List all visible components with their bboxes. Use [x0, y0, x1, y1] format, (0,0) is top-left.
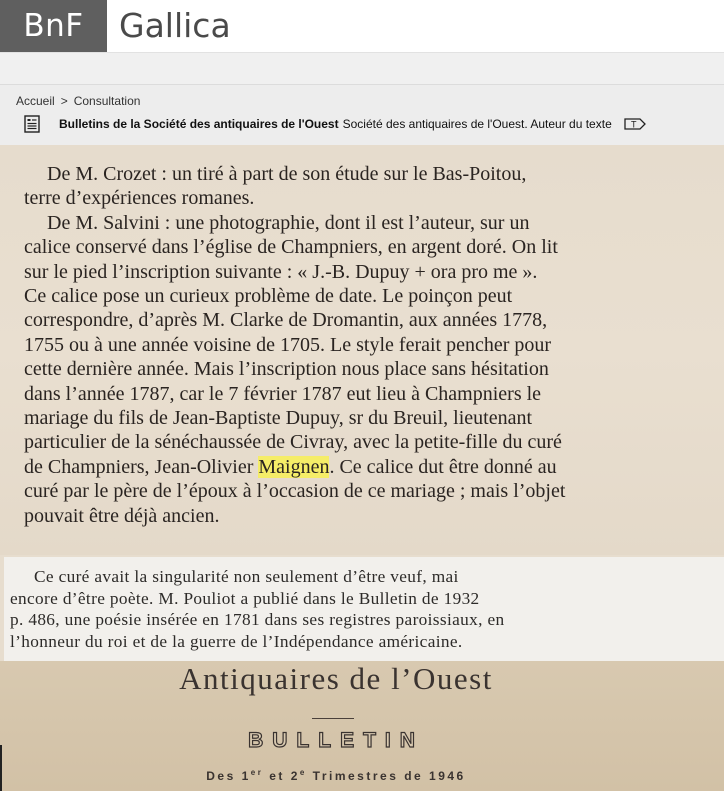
- svg-text:T: T: [630, 119, 637, 130]
- text-line: cette dernière année. Mais l’inscription nous place sans hésitation: [24, 358, 549, 381]
- breadcrumb: [16, 94, 140, 108]
- toolbar-strip: [0, 53, 724, 85]
- scanned-cover-block: [0, 661, 724, 791]
- text-line: terre d’expériences romanes.: [24, 187, 255, 210]
- bnf-logo[interactable]: [0, 0, 107, 52]
- cover-divider: [312, 718, 354, 719]
- cover-bulletin: BULLETIN: [248, 729, 424, 752]
- breadcrumb-home[interactable]: Accueil: [16, 94, 55, 108]
- cover-title: Antiquaires de l’Ouest: [179, 661, 493, 696]
- text-line: calice conservé dans l’église de Champniers, en argent doré. On lit: [24, 236, 558, 259]
- page-text: [24, 162, 724, 528]
- document-title[interactable]: Bulletins de la Société des antiquaires de l'Ouest: [59, 117, 339, 131]
- text-line: correspondre, d’après M. Clarke de Dromantin, aux années 1778,: [24, 309, 548, 332]
- scanned-footnote-block: [4, 557, 724, 661]
- document-author[interactable]: Société des antiquaires de l'Ouest. Auteur du texte: [342, 117, 612, 131]
- note-line: l’honneur du roi et de la guerre de l’Indépendance américaine.: [10, 631, 463, 651]
- text-line: curé par le père de l’époux à l’occasion de ce mariage ; mais l’objet: [24, 480, 566, 503]
- document-bar: [0, 85, 724, 145]
- text-line: Ce calice pose un curieux problème de date. Le poinçon peut: [24, 285, 513, 308]
- note-line: p. 486, une poésie insérée en 1781 dans ses registres paroissiaux, en: [10, 610, 505, 630]
- breadcrumb-separator: >: [60, 94, 68, 108]
- text-line: particulier de la sénéchaussée de Civray, avec la petite-fille du curé: [24, 431, 562, 454]
- bnf-logo-text: BnF: [23, 8, 84, 44]
- text-line: mariage du fils de Jean-Baptiste Dupuy, sr du Breuil, lieutenant: [24, 407, 533, 430]
- text-line: de Champniers, Jean-Olivier Maignen. Ce calice dut être donné au: [24, 455, 557, 478]
- scanned-text-block: [0, 145, 724, 555]
- search-highlight: Maignen: [258, 455, 330, 478]
- note-line: encore d’être poète. M. Pouliot a publié dans le Bulletin de 1932: [10, 588, 480, 608]
- page-frame-edge: [0, 745, 2, 791]
- breadcrumb-current: Consultation: [73, 94, 141, 108]
- document-page-viewer[interactable]: [0, 145, 724, 791]
- text-line: De M. Salvini : une photographie, dont il est l’auteur, sur un: [47, 211, 530, 234]
- cover-date: Des 1er et 2e Trimestres de 1946: [206, 768, 466, 783]
- text-mode-icon[interactable]: [624, 117, 646, 131]
- footnote-text: [10, 566, 724, 652]
- text-line: dans l’année 1787, car le 7 février 1787 eut lieu à Champniers le: [24, 382, 542, 405]
- site-name[interactable]: Gallica: [119, 6, 231, 45]
- text-line: 1755 ou à une année voisine de 1705. Le style ferait pencher pour: [24, 333, 552, 356]
- text-line: De M. Crozet : un tiré à part de son étude sur le Bas-Poitou,: [47, 163, 527, 185]
- text-line: pouvait être déjà ancien.: [24, 504, 220, 527]
- document-title-row: [24, 115, 646, 133]
- site-header: [0, 0, 724, 53]
- note-line: Ce curé avait la singularité non seulement d’être veuf, mai: [34, 567, 459, 586]
- text-line: sur le pied l’inscription suivante : « J.-B. Dupuy + ora pro me ».: [24, 260, 538, 283]
- document-icon: [24, 115, 40, 133]
